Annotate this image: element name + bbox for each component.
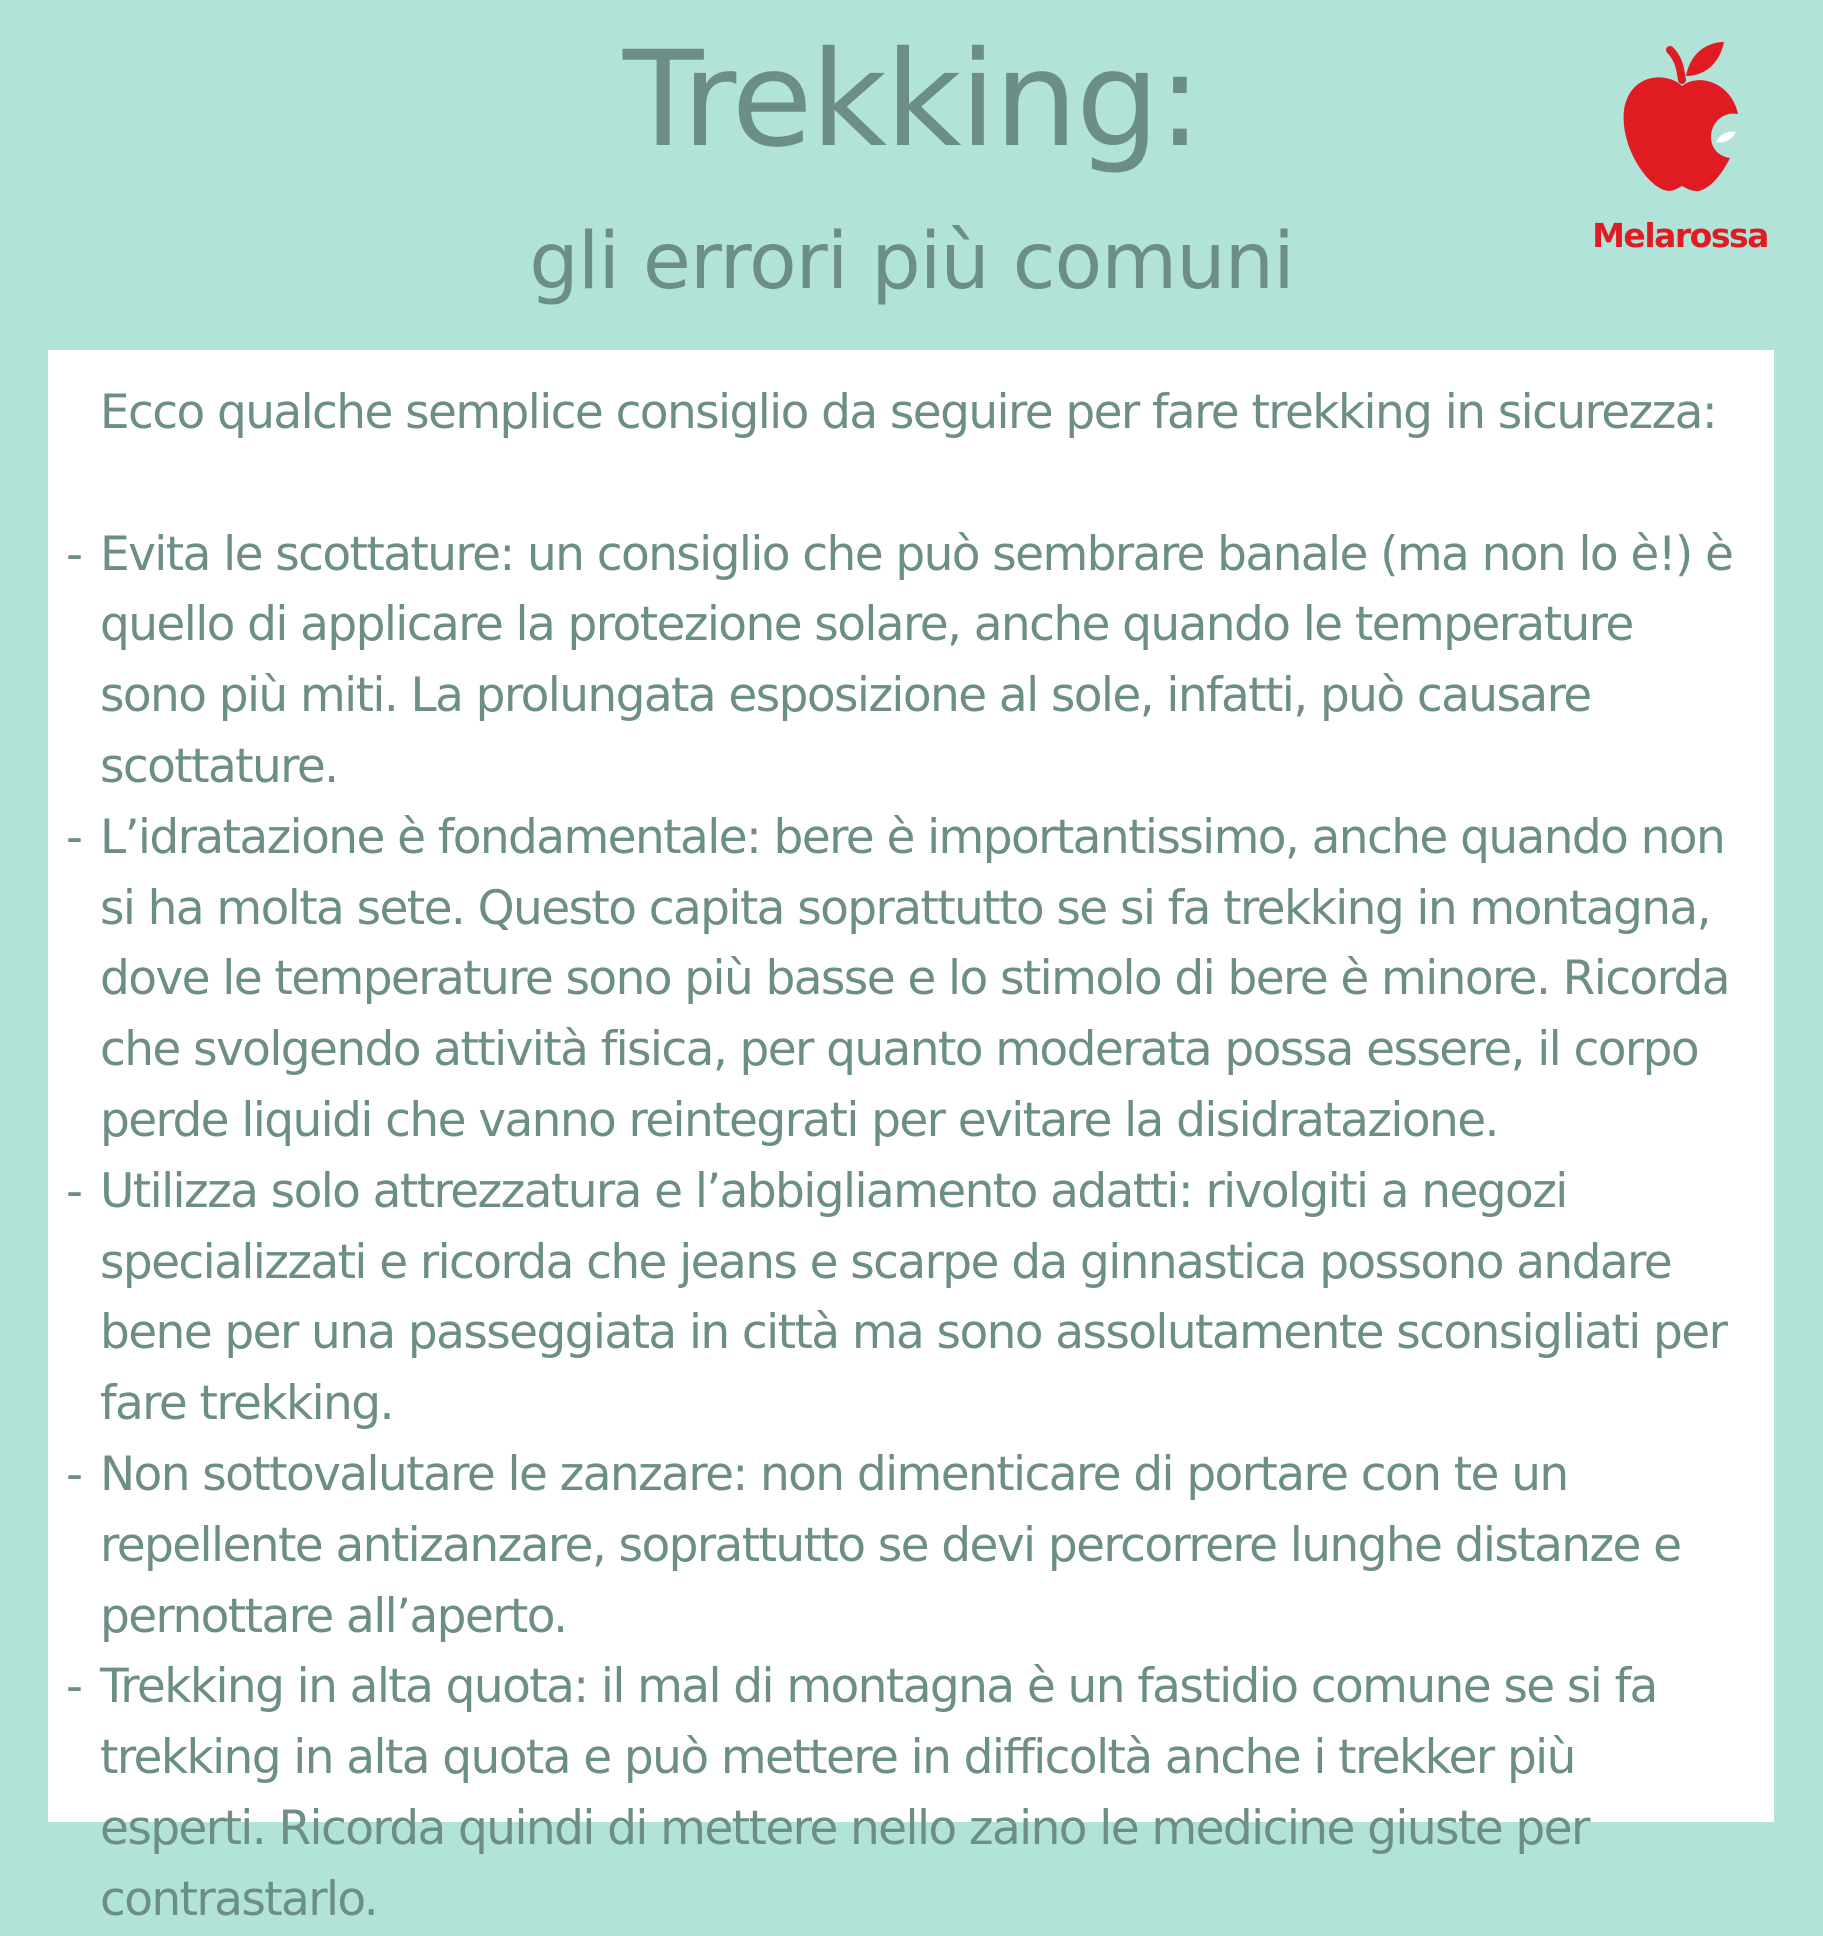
list-item — [66, 1652, 1750, 1935]
tip-text: Evita le scottature: un consiglio che può sembrare banale (ma non lo è!) è quello di applicare la protezione solare, anche quando le temperature sono più miti. La prolungata esposizione al sole, infatti, può causare scottature. — [100, 526, 1733, 794]
tips-list — [66, 520, 1750, 1936]
bullet-dash: - — [66, 1163, 82, 1219]
tip-text: Non sottovalutare le zanzare: non dimenticare di portare con te un repellente antizanzare, soprattutto se devi percorrere lunghe distanze e pernottare all’aperto. — [100, 1446, 1681, 1644]
tip-text: Trekking in alta quota: il mal di montagna è un fastidio comune se si fa trekking in alta quota e può mettere in difficoltà anche i trekker più esperti. Ricorda quindi di mettere nello zaino le medicine giuste per contrastarlo. — [100, 1659, 1657, 1927]
apple-icon — [1620, 38, 1745, 198]
tip-text: Utilizza solo attrezzatura e l’abbigliamento adatti: rivolgiti a negozi specializzati e ricorda che jeans e scarpe da ginnastica possono andare bene per una passeggiata in città ma sono assolutamente sconsigliati per fare trekking. — [100, 1163, 1727, 1432]
brand-name: Melarossa — [1592, 216, 1768, 255]
intro-text: Ecco qualche semplice consiglio da seguire per fare trekking in sicurezza: — [99, 385, 1717, 440]
page-title: Trekking: — [622, 23, 1201, 177]
list-item — [66, 1440, 1750, 1652]
bullet-dash: - — [66, 526, 82, 582]
bullet-dash: - — [66, 1446, 82, 1502]
list-item — [66, 803, 1750, 1157]
tip-text: L’idratazione è fondamentale: bere è importantissimo, anche quando non si ha molta sete. Questo capita soprattutto se si fa trekking in montagna, dove le temperature sono più basse e lo stimolo di bere è minore. Ricorda che svolgendo attività fisica, per quanto moderata possa essere, il corpo perde liquidi che vanno reintegrati per evitare la disidratazione. — [100, 809, 1729, 1148]
content-card — [48, 350, 1774, 1927]
bullet-dash: - — [66, 809, 82, 865]
brand-logo — [1580, 38, 1780, 268]
page-subtitle: gli errori più comuni — [529, 217, 1294, 307]
list-item — [66, 1157, 1750, 1440]
bullet-dash: - — [66, 1659, 82, 1715]
list-item — [66, 520, 1750, 803]
